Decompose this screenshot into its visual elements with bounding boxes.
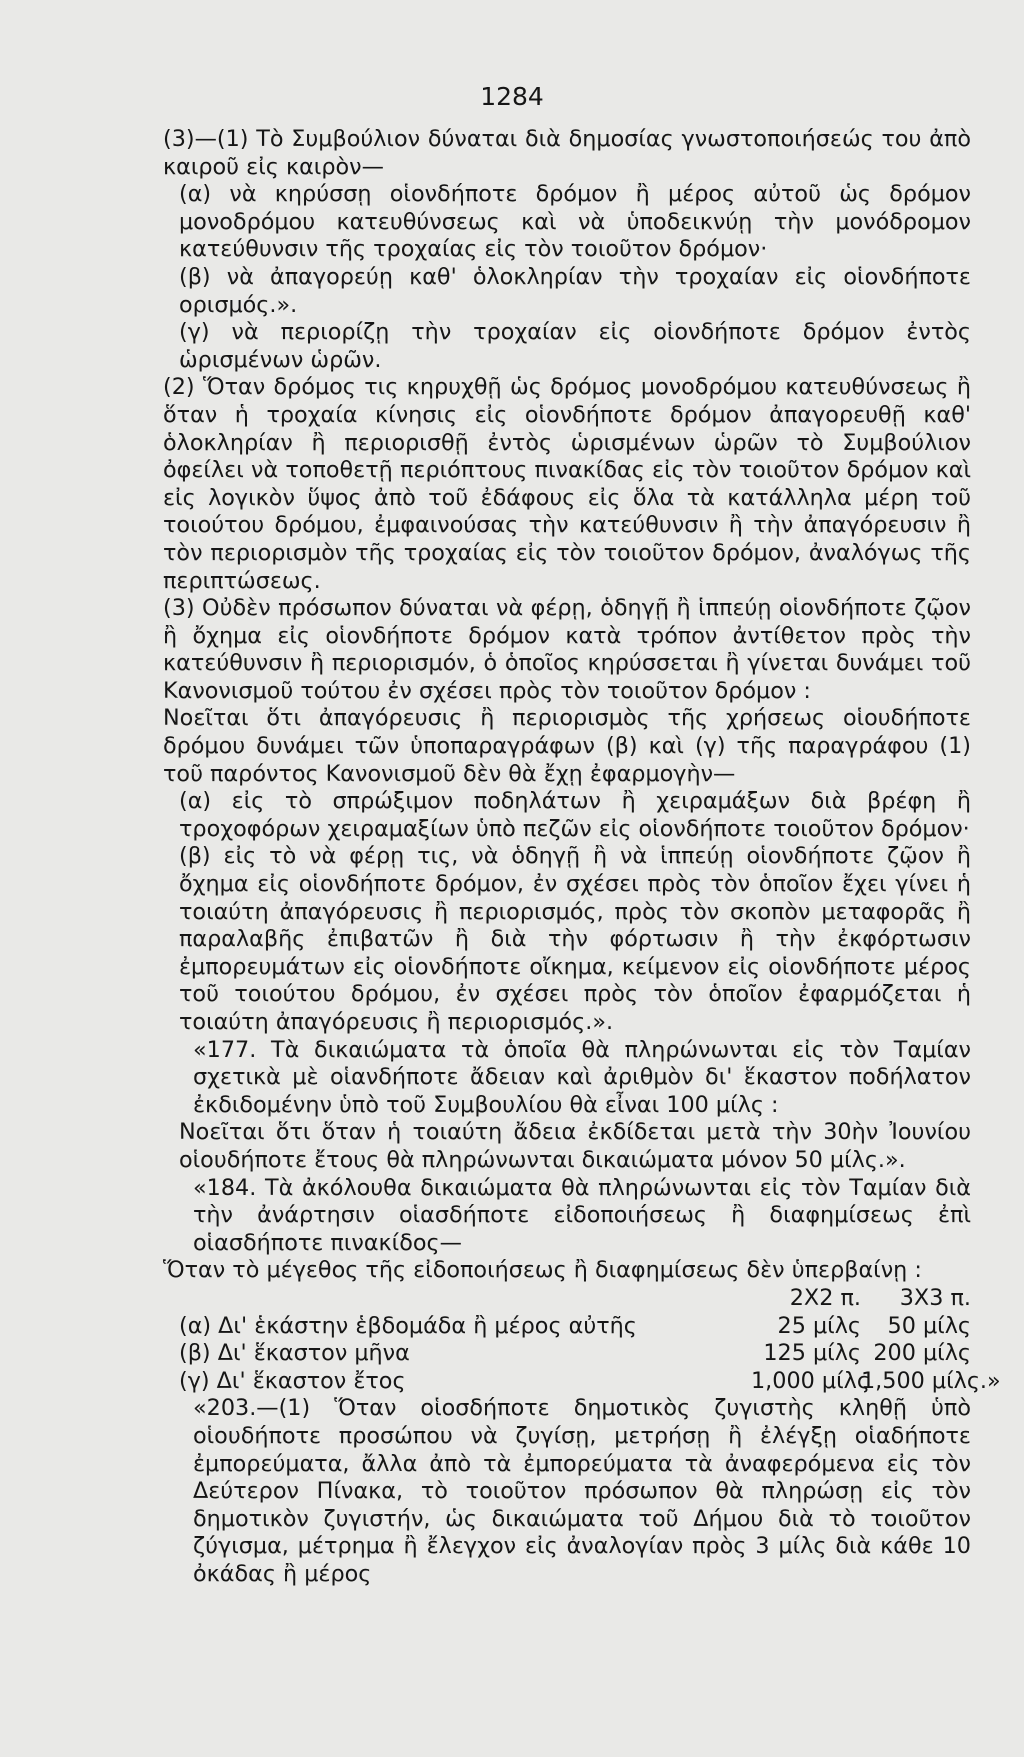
section3-item-c: (γ) νὰ περιορίζῃ τὴν τροχαίαν εἰς οἱονδήποτε δρόμον ἐντὸς ὡρισμένων ὡρῶν. [179, 319, 971, 373]
section3-intro: (3)—(1) Τὸ Συμβούλιον δύναται διὰ δημοσίας γνωστοποιήσεώς του ἀπὸ καιροῦ εἰς καιρὸν— [163, 126, 971, 180]
regulation-177: «177. Τὰ δικαιώματα τὰ ὁποῖα θὰ πληρώνωνται εἰς τὸν Ταμίαν σχετικὰ μὲ οἱανδήποτε ἄδειαν καὶ ἀριθμὸν δι' ἕκαστον ποδήλατον ἐκδιδομένην ὑπὸ τοῦ Συμβουλίου θὰ εἶναι 100 μίλς : [193, 1036, 971, 1118]
fee-row-label: (β) Δι' ἕκαστον μῆνα [179, 1340, 410, 1367]
fee-table [179, 1284, 1001, 1395]
page-number: 1284 [480, 82, 544, 111]
document-body [163, 126, 1001, 1588]
section3-paragraph-2: (2) Ὅταν δρόμος τις κηρυχθῇ ὡς δρόμος μονοδρόμου κατευθύνσεως ἢ ὅταν ἡ τροχαία κίνησις εἰς οἱονδήποτε δρόμον ἀπαγορευθῇ καθ' ὁλοκληρίαν ἢ περιορισθῇ ἐντὸς ὡρισμένων ὡρῶν τὸ Συμβούλιον ὀφείλει νὰ τοποθετῇ περιόπτους πινακίδας εἰς τὸν τοιοῦτον δρόμον καὶ εἰς λογικὸν ὕψος ἀπὸ τοῦ ἐδάφους εἰς ὅλα τὰ κατάλληλα μέρη τοῦ τοιούτου δρόμου, ἐμφαινούσας τὴν κατεύθυνσιν ἢ τὴν ἀπαγόρευσιν ἢ τὸν περιορισμὸν τῆς τροχαίας εἰς τὸν τοιοῦτον δρόμον, ἀναλόγως τῆς περιπτώσεως. [163, 374, 971, 594]
fee-row-value: 125 μίλς [763, 1340, 861, 1367]
proviso-item-a: (α) εἰς τὸ σπρώξιμον ποδηλάτων ἢ χειραμάξων διὰ βρέφη ἢ τροχοφόρων χειραμαξίων ὑπὸ πεζῶν εἰς οἱονδήποτε τοιοῦτον δρόμον· [179, 788, 971, 842]
fee-row-label: (γ) Δι' ἕκαστον ἔτος [179, 1367, 406, 1394]
fee-row-value: 1,500 μίλς.» [861, 1367, 1001, 1394]
fee-column-header: 3Χ3 π. [899, 1284, 971, 1311]
section3-item-a: (α) νὰ κηρύσσῃ οἱονδήποτε δρόμον ἢ μέρος αὐτοῦ ὡς δρόμον μονοδρόμου κατευθύνσεως καὶ νὰ ὑποδεικνύῃ τὴν μονόδρομον κατεύθυνσιν τῆς τροχαίας εἰς τὸν τοιοῦτον δρόμον· [179, 181, 971, 263]
regulation-203: «203.—(1) Ὅταν οἱοσδήποτε δημοτικὸς ζυγιστὴς κληθῇ ὑπὸ οἱουδήποτε προσώπου νὰ ζυγίσῃ, μετρήσῃ ἢ ἐλέγξῃ οἱαδήποτε ἐμπορεύματα, ἄλλα ἀπὸ τὰ ἐμπορεύματα τὰ ἀναφερόμενα εἰς τὸν Δεύτερον Πίνακα, τὸ τοιοῦτον πρόσωπον θὰ πληρώσῃ εἰς τὸν δημοτικὸν ζυγιστήν, ὡς δικαιώματα τοῦ Δήμου διὰ τὸ τοιοῦτον ζύγισμα, μέτρημα ἢ ἔλεγχον εἰς ἀναλογίαν πρὸς 3 μίλς διὰ κάθε 10 ὀκάδας ἢ μέρος [193, 1395, 971, 1587]
fee-size-line: Ὅταν τὸ μέγεθος τῆς εἰδοποιήσεως ἢ διαφημίσεως δὲν ὑπερβαίνῃ : [163, 1257, 922, 1284]
section3-paragraph-3: (3) Οὐδὲν πρόσωπον δύναται νὰ φέρῃ, ὁδηγῇ ἢ ἱππεύῃ οἱονδήποτε ζῷον ἢ ὄχημα εἰς οἱονδήποτε δρόμον κατὰ τρόπον ἀντίθετον πρὸς τὴν κατεύθυνσιν ἢ περιορισμόν, ὁ ὁποῖος κηρύσσεται ἢ γίνεται δυνάμει τοῦ Κανονισμοῦ τούτου ἐν σχέσει πρὸς τὸν τοιοῦτον δρόμον : [163, 595, 971, 704]
fee-row-value: 25 μίλς [777, 1312, 861, 1339]
section3-item-b: (β) νὰ ἀπαγορεύῃ καθ' ὁλοκληρίαν τὴν τροχαίαν εἰς οἱονδήποτε ορισμός.». [179, 263, 971, 318]
fee-table-spacer [179, 1285, 751, 1313]
fee-row-label: (α) Δι' ἑκάστην ἑβδομάδα ἢ μέρος αὐτῆς [179, 1312, 637, 1339]
fee-row-value: 50 μίλς [887, 1312, 971, 1339]
fee-row-value: 200 μίλς [873, 1340, 971, 1367]
section3-proviso: Νοεῖται ὅτι ἀπαγόρευσις ἢ περιορισμὸς τῆς χρήσεως οἱουδήποτε δρόμου δυνάμει τῶν ὑποπαραγράφων (β) καὶ (γ) τῆς παραγράφου (1) τοῦ παρόντος Κανονισμοῦ δὲν θὰ ἔχῃ ἐφαρμογὴν— [163, 705, 971, 787]
proviso-item-b: (β) εἰς τὸ νὰ φέρῃ τις, νὰ ὁδηγῇ ἢ νὰ ἱππεύῃ οἱονδήποτε ζῷον ἢ ὄχημα εἰς οἱονδήποτε δρόμον, ἐν σχέσει πρὸς τὸν ὁποῖον ἔχει γίνει ἡ τοιαύτη ἀπαγόρευσις ἢ περιορισμός, πρὸς τὸν σκοπὸν μεταφορᾶς ἢ παραλαβῆς ἐπιβατῶν ἢ διὰ τὴν φόρτωσιν ἢ τὴν ἐκφόρτωσιν ἐμπορευμάτων εἰς οἱονδήποτε οἴκημα, κείμενον εἰς οἱονδήποτε μέρος τοῦ τοιούτου δρόμου, ἐν σχέσει πρὸς τὸν ὁποῖον ἐφαρμόζεται ἡ τοιαύτη ἀπαγόρευσις ἢ περιορισμός.». [179, 843, 971, 1035]
fee-column-header: 2Χ2 π. [789, 1284, 861, 1311]
regulation-184: «184. Τὰ ἀκόλουθα δικαιώματα θὰ πληρώνωνται εἰς τὸν Ταμίαν διὰ τὴν ἀνάρτησιν οἱασδήποτε εἰδοποιήσεως ἢ διαφημίσεως ἐπὶ οἱασδήποτε πινακίδος— [193, 1174, 971, 1256]
fee-row-value: 1,000 μίλς [751, 1367, 870, 1394]
regulation-177-proviso: Νοεῖται ὅτι ὅταν ἡ τοιαύτη ἄδεια ἐκδίδεται μετὰ τὴν 30ὴν Ἰουνίου οἱουδήποτε ἔτους θὰ πληρώνωνται δικαιώματα μόνον 50 μίλς.». [179, 1119, 971, 1173]
